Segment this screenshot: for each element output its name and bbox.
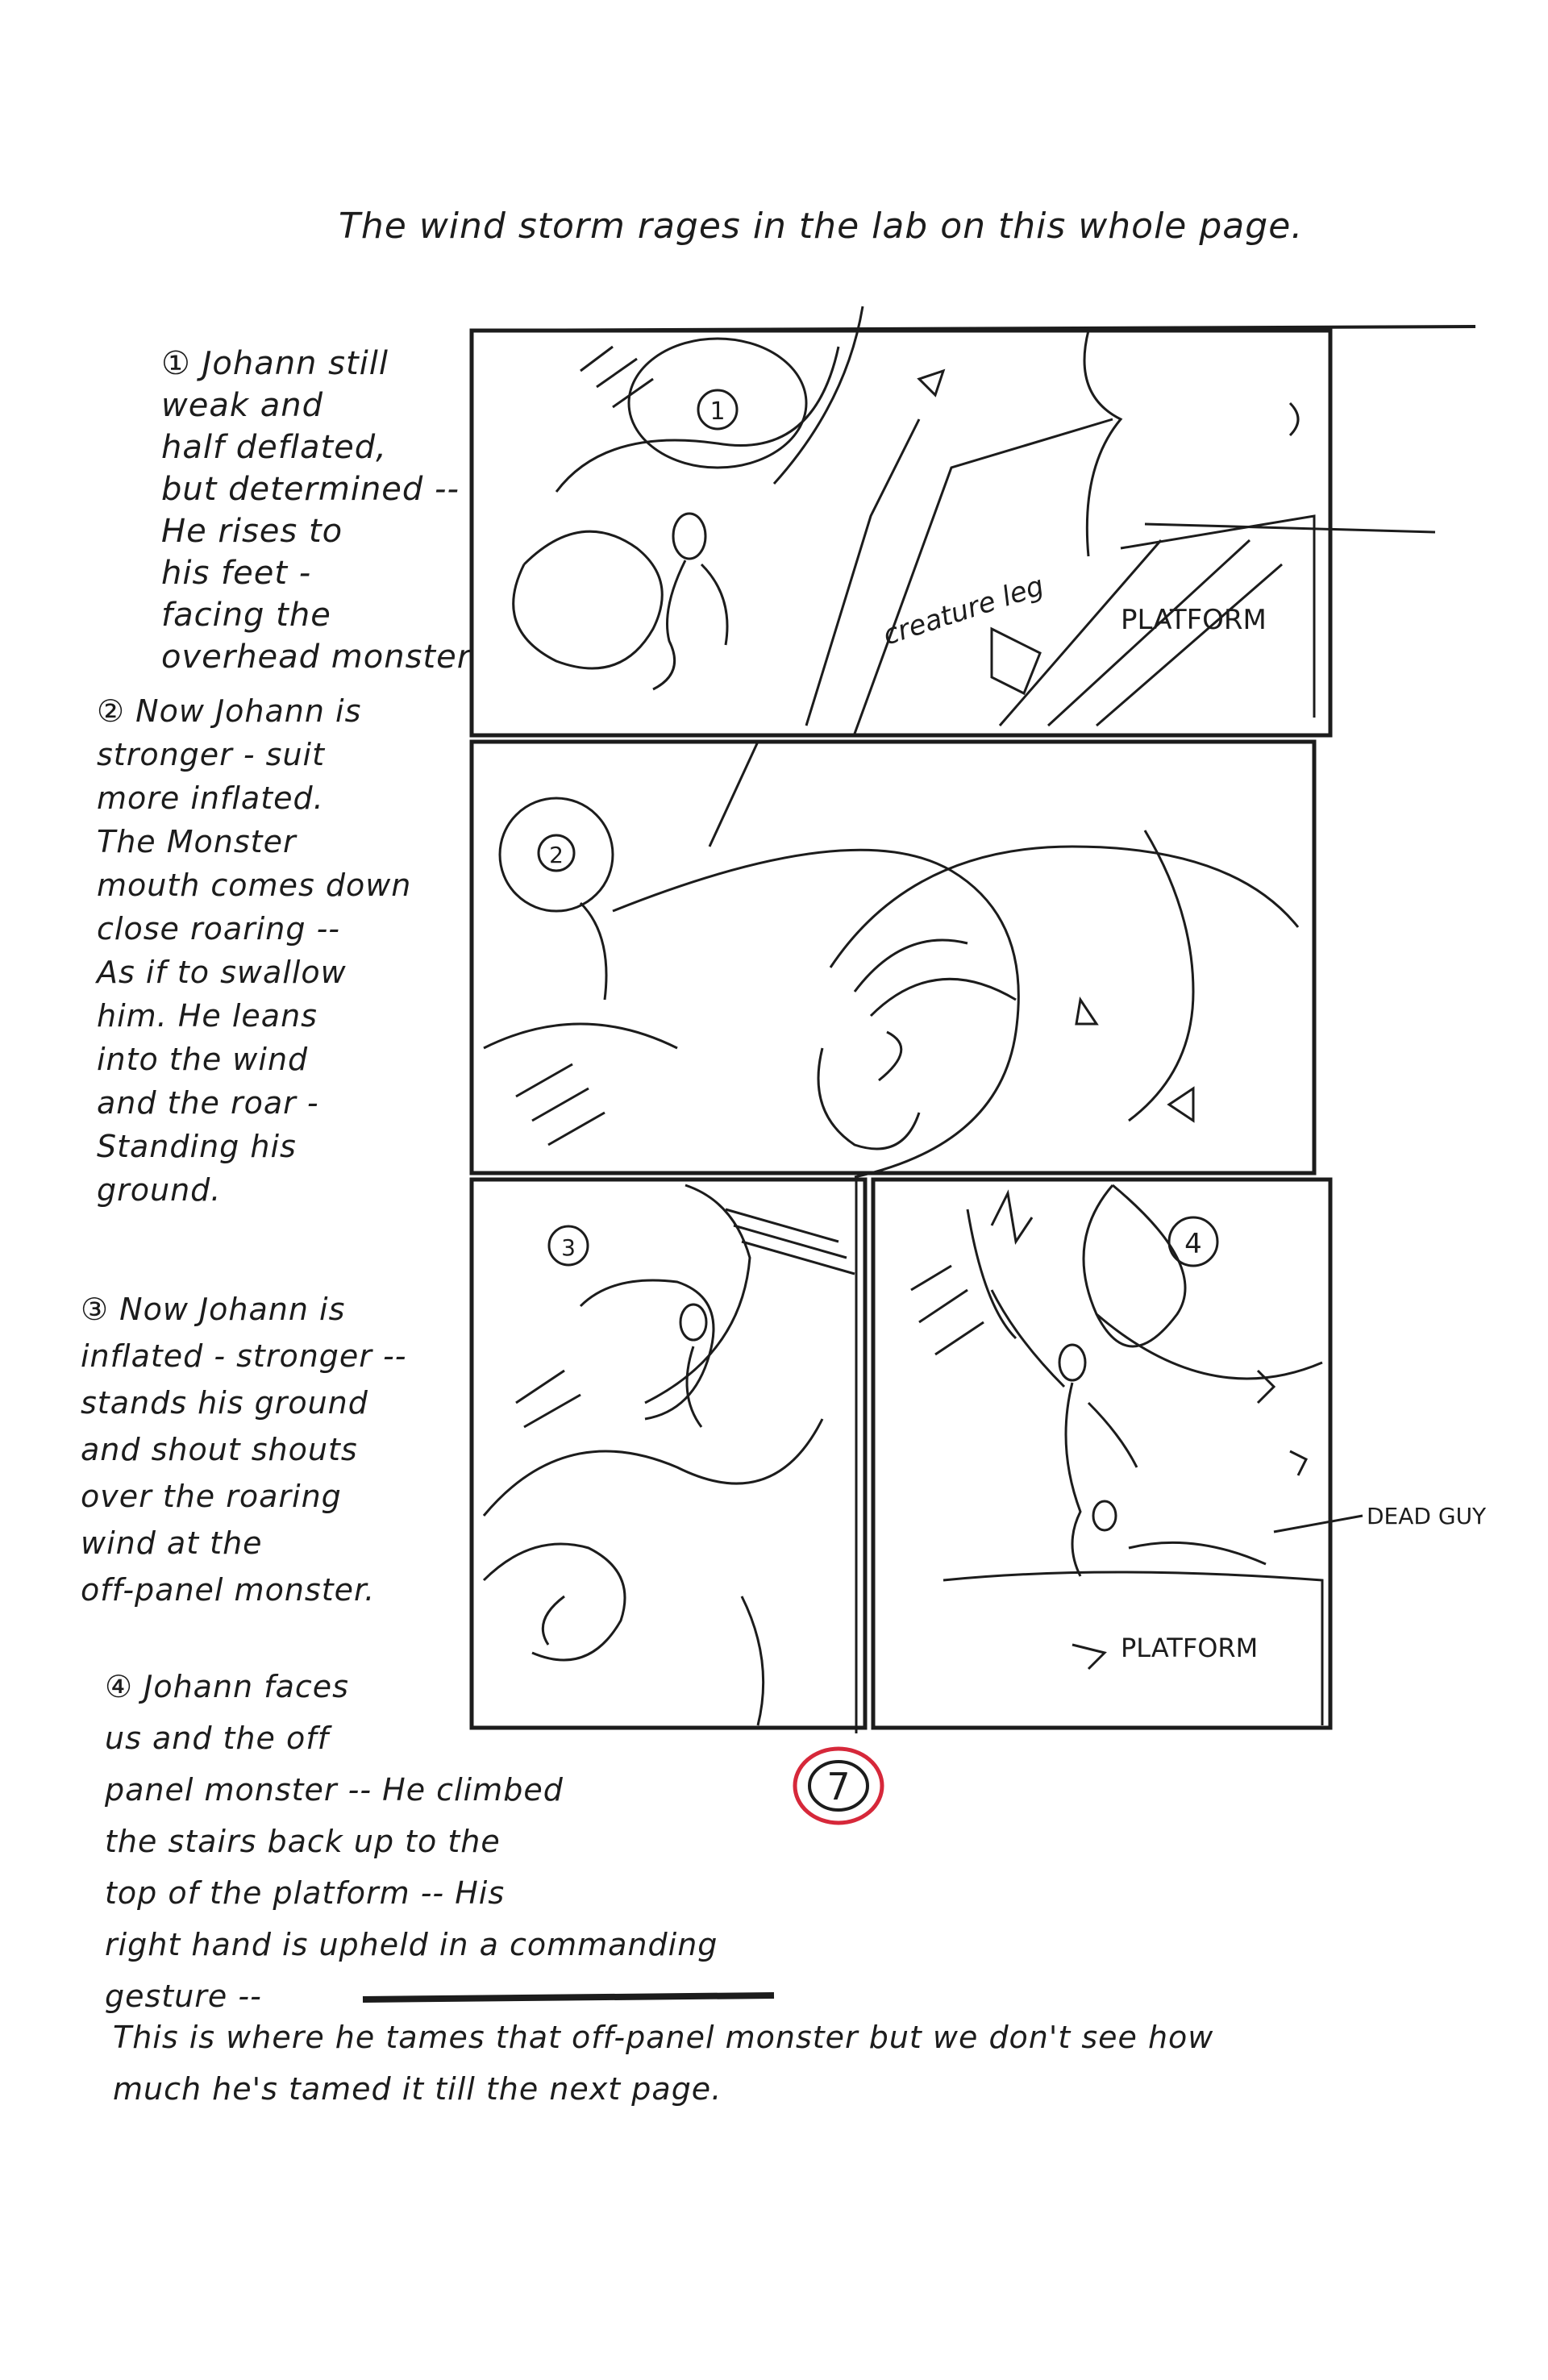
page-number: 7 xyxy=(826,1765,851,1808)
panel-1-label-creature-leg: creature leg xyxy=(879,569,1048,652)
panel-4-label-dead-guy: DEAD GUY xyxy=(1367,1503,1487,1529)
note-panel-3: ③ Now Johann is inflated - stronger -- stands his ground and shout shouts over the roaring wind at the off-panel monster. xyxy=(81,1292,407,1608)
panel-2-number: 2 xyxy=(549,842,564,868)
panel-4-frame xyxy=(873,1180,1330,1728)
panel-1-number: 1 xyxy=(710,397,726,426)
note-panel-1: ① Johann still weak and half deflated, but determined -- He rises to his feet - facing the overhead monster xyxy=(161,345,472,676)
panel-2-frame xyxy=(472,742,1314,1173)
panel-2-drawing xyxy=(484,742,1298,1177)
note-panel-2: ② Now Johann is stronger - suit more inflated. The Monster mouth comes down close roaring -- As if to swallow him. He leans into the wind and the roar - Standing his ground. xyxy=(97,693,412,1208)
panel-1-drawing xyxy=(514,306,1435,734)
header-note: The wind storm rages in the lab on this whole page. xyxy=(339,206,1304,247)
panel-1-label-platform: PLATFORM xyxy=(1121,604,1267,636)
panel-3-frame xyxy=(472,1180,865,1728)
dead-guy-pointer xyxy=(1274,1516,1363,1532)
panel-3-number: 3 xyxy=(561,1234,576,1261)
panel-4-drawing xyxy=(911,1185,1322,1725)
note-panel-4: ④ Johann faces us and the off panel monster -- He climbed the stairs back up to the top of the platform -- His right hand is upheld in a commanding gesture -- xyxy=(105,1669,718,2014)
panel-3-drawing xyxy=(484,1185,855,1725)
panel-4-label-platform: PLATFORM xyxy=(1121,1633,1259,1663)
closing-note: This is where he tames that off-panel monster but we don't see how much he's tamed it till the next page. xyxy=(113,2020,1214,2107)
panel-4-number: 4 xyxy=(1184,1228,1202,1260)
